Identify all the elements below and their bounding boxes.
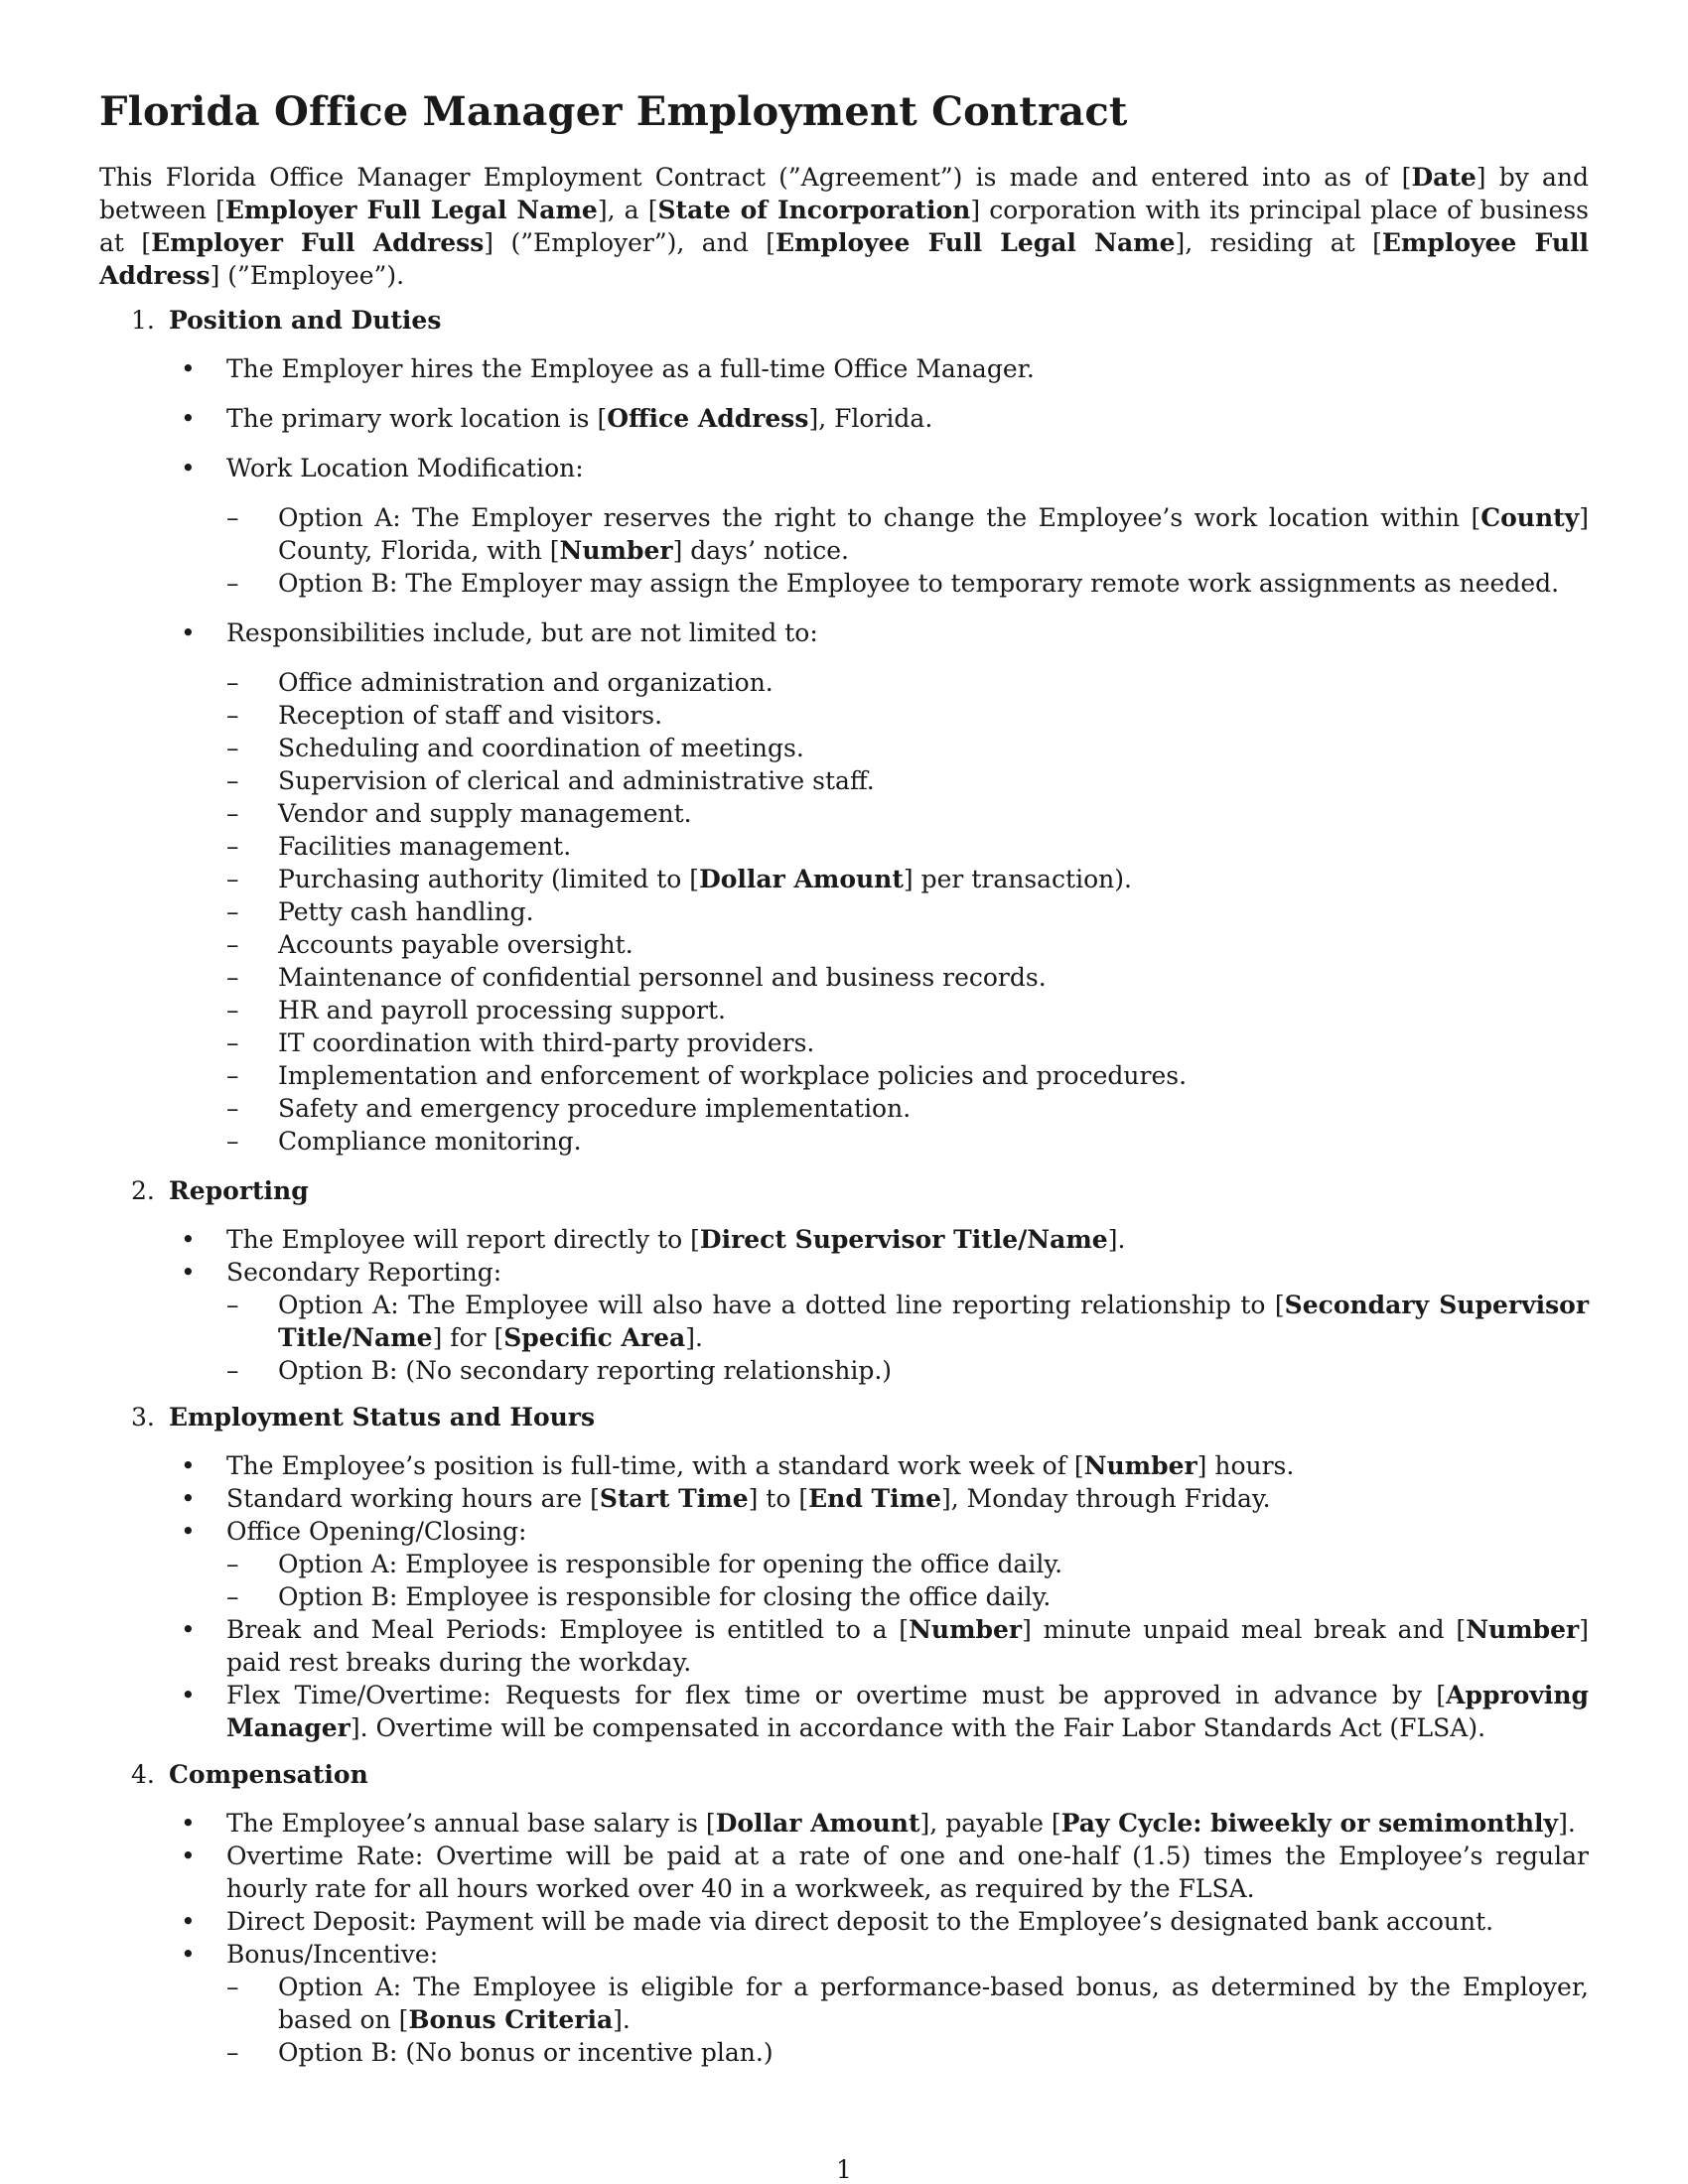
intro-paragraph bbox=[99, 161, 1589, 292]
placeholder-field: Number bbox=[559, 536, 673, 565]
sub-item bbox=[226, 764, 1589, 797]
section-4 bbox=[99, 1758, 1589, 2069]
placeholder-field: Approving Manager bbox=[226, 1681, 1589, 1742]
sub-item bbox=[226, 1026, 1589, 1059]
text-run: ] minute unpaid meal break and [ bbox=[1022, 1615, 1467, 1644]
sub-item bbox=[226, 1092, 1589, 1125]
bullet-text bbox=[226, 1451, 1294, 1480]
placeholder-field: Direct Supervisor Title/Name bbox=[699, 1225, 1108, 1254]
sub-item bbox=[226, 1580, 1589, 1613]
bullet-text bbox=[226, 1484, 1271, 1513]
sub-item-text bbox=[278, 897, 534, 926]
dash-icon: – bbox=[226, 1550, 239, 1578]
dash-icon: – bbox=[226, 1582, 239, 1611]
section-2 bbox=[99, 1174, 1589, 1387]
text-run: ] hours. bbox=[1196, 1451, 1295, 1480]
text-run: ] County, Florida, with [ bbox=[278, 503, 1589, 565]
text-run: Supervision of clerical and administrative staff. bbox=[278, 766, 875, 795]
sub-item-text bbox=[278, 930, 633, 959]
bullet-item bbox=[169, 1679, 1589, 1744]
sub-item-text bbox=[278, 569, 1559, 598]
bullet-text bbox=[226, 618, 818, 647]
bullet-item bbox=[169, 402, 1589, 435]
dash-icon: – bbox=[226, 701, 239, 730]
dash-icon: – bbox=[226, 1127, 239, 1156]
text-run: ]. bbox=[1558, 1809, 1576, 1838]
text-run: ], Florida. bbox=[808, 404, 933, 433]
bullet-icon: • bbox=[181, 1451, 196, 1480]
sub-item bbox=[226, 732, 1589, 764]
bullet-item bbox=[169, 1938, 1589, 2069]
sub-item-text bbox=[278, 701, 662, 730]
bullet-item bbox=[169, 1515, 1589, 1613]
sub-item-text bbox=[278, 963, 1047, 992]
text-run: ] by and between [ bbox=[99, 163, 1589, 224]
sub-item-text bbox=[278, 1094, 911, 1123]
sub-item bbox=[226, 699, 1589, 732]
bullet-icon: • bbox=[181, 1907, 196, 1936]
placeholder-field: Dollar Amount bbox=[699, 865, 904, 893]
text-run: Scheduling and coordination of meetings. bbox=[278, 734, 804, 762]
dash-icon: – bbox=[226, 1973, 239, 2001]
bullet-icon: • bbox=[181, 1615, 196, 1644]
bullet-item bbox=[169, 1223, 1589, 1256]
text-run: Direct Deposit: Payment will be made via direct deposit to the Employee’s designated bank account. bbox=[226, 1907, 1494, 1936]
bullet-icon: • bbox=[181, 1809, 196, 1838]
dash-icon: – bbox=[226, 1356, 239, 1385]
sub-item-text bbox=[278, 1550, 1062, 1578]
text-run: [ bbox=[1401, 163, 1412, 192]
bullet-text bbox=[226, 1907, 1493, 1936]
placeholder-field: Secondary Supervisor Title/Name bbox=[278, 1291, 1589, 1352]
text-run: Office Opening/Closing: bbox=[226, 1517, 527, 1546]
text-run: Option A: The Employer reserves the right to change the Employee’s work location within [ bbox=[278, 503, 1481, 532]
sub-item-text bbox=[278, 2038, 774, 2067]
bullet-text bbox=[226, 1225, 1125, 1254]
dash-icon: – bbox=[226, 668, 239, 697]
text-run: ]. bbox=[613, 2005, 631, 2034]
text-run: Petty cash handling. bbox=[278, 897, 534, 926]
bullet-item bbox=[169, 352, 1589, 385]
dash-icon: – bbox=[226, 734, 239, 762]
text-run: The Employee’s annual base salary is [ bbox=[226, 1809, 716, 1838]
dash-icon: – bbox=[226, 963, 239, 992]
bullet-item bbox=[169, 1256, 1589, 1387]
section-3 bbox=[99, 1401, 1589, 1744]
text-run: Work Location Modification: bbox=[226, 454, 584, 482]
sub-item bbox=[226, 797, 1589, 830]
text-run: Option A: The Employee is eligible for a performance-based bonus, as determined by the Employer, based on [ bbox=[278, 1973, 1589, 2034]
section-heading bbox=[131, 1401, 1589, 1433]
sub-item bbox=[226, 830, 1589, 863]
dash-icon: – bbox=[226, 799, 239, 828]
bullet-list bbox=[169, 1223, 1589, 1387]
bullet-item bbox=[169, 1840, 1589, 1905]
placeholder-field: State of Incorporation bbox=[657, 196, 971, 224]
text-run: ] days’ notice. bbox=[672, 536, 849, 565]
bullet-item bbox=[169, 616, 1589, 1158]
dash-icon: – bbox=[226, 1061, 239, 1090]
sub-item-text bbox=[278, 865, 1132, 893]
sub-item-text bbox=[278, 766, 875, 795]
text-run: ]. bbox=[1107, 1225, 1126, 1254]
bullet-item bbox=[169, 1807, 1589, 1840]
dash-icon: – bbox=[226, 503, 239, 532]
section-1 bbox=[99, 304, 1589, 1158]
bullet-icon: • bbox=[181, 1940, 196, 1969]
sub-list bbox=[226, 1971, 1589, 2069]
dash-icon: – bbox=[226, 930, 239, 959]
text-run: Flex Time/Overtime: Requests for flex time or overtime must be approved in advance by [ bbox=[226, 1681, 1447, 1709]
section-number: 4. bbox=[131, 1760, 155, 1789]
sub-item bbox=[226, 1354, 1589, 1387]
dash-icon: – bbox=[226, 1094, 239, 1123]
section-heading bbox=[131, 304, 1589, 337]
sub-item-text bbox=[278, 1973, 1589, 2034]
text-run: Facilities management. bbox=[278, 832, 572, 861]
text-run: This Florida Office Manager Employment Contract (”Agreement”) is made and entered into as of bbox=[99, 163, 1402, 192]
sub-item-text bbox=[278, 1061, 1187, 1090]
placeholder-field: Date bbox=[1411, 163, 1477, 192]
text-run: ], Monday through Friday. bbox=[940, 1484, 1271, 1513]
bullet-list bbox=[169, 1807, 1589, 2069]
sub-list bbox=[226, 1289, 1589, 1387]
sub-item bbox=[226, 994, 1589, 1026]
sub-item-text bbox=[278, 1582, 1051, 1611]
bullet-icon: • bbox=[181, 1681, 196, 1709]
text-run: Option B: The Employer may assign the Employee to temporary remote work assignments as needed. bbox=[278, 569, 1560, 598]
bullet-text bbox=[226, 1615, 1589, 1677]
text-run: ] (”Employee”). bbox=[210, 261, 405, 290]
sub-item-text bbox=[278, 1291, 1589, 1352]
section-heading bbox=[131, 1174, 1589, 1207]
placeholder-field: Start Time bbox=[599, 1484, 749, 1513]
text-run: Maintenance of confidential personnel and business records. bbox=[278, 963, 1047, 992]
bullet-item bbox=[169, 1449, 1589, 1482]
text-run: ] (”Employer”), and [ bbox=[484, 228, 775, 257]
text-run: Safety and emergency procedure implementation. bbox=[278, 1094, 912, 1123]
placeholder-field: Number bbox=[1083, 1451, 1197, 1480]
bullet-text bbox=[226, 1517, 526, 1546]
sub-list bbox=[226, 666, 1589, 1158]
bullet-item bbox=[169, 452, 1589, 600]
placeholder-field: Bonus Criteria bbox=[408, 2005, 614, 2034]
text-run: Standard working hours are [ bbox=[226, 1484, 600, 1513]
text-run: The primary work location is [ bbox=[226, 404, 608, 433]
dash-icon: – bbox=[226, 569, 239, 598]
text-run: ], payable [ bbox=[919, 1809, 1061, 1838]
text-run: Bonus/Incentive: bbox=[226, 1940, 439, 1969]
sub-item-text bbox=[278, 503, 1589, 565]
dash-icon: – bbox=[226, 1291, 239, 1319]
sub-item bbox=[226, 501, 1589, 567]
text-run: ], residing at [ bbox=[1175, 228, 1382, 257]
dash-icon: – bbox=[226, 2038, 239, 2067]
sub-list bbox=[226, 1548, 1589, 1613]
section-title: Position and Duties bbox=[169, 306, 442, 335]
text-run: The Employer hires the Employee as a full-time Office Manager. bbox=[226, 354, 1035, 383]
dash-icon: – bbox=[226, 996, 239, 1024]
placeholder-field: Employer Full Legal Name bbox=[224, 196, 598, 224]
text-run: The Employee will report directly to [ bbox=[226, 1225, 700, 1254]
bullet-icon: • bbox=[181, 1517, 196, 1546]
placeholder-field: Dollar Amount bbox=[715, 1809, 920, 1838]
bullet-icon: • bbox=[181, 1842, 196, 1870]
bullet-text bbox=[226, 1681, 1589, 1742]
text-run: Option A: The Employee will also have a dotted line reporting relationship to [ bbox=[278, 1291, 1285, 1319]
placeholder-field: Number bbox=[1466, 1615, 1580, 1644]
bullet-text bbox=[226, 1940, 438, 1969]
placeholder-field: Employer Full Address bbox=[151, 228, 485, 257]
section-list bbox=[99, 304, 1589, 2069]
text-run: HR and payroll processing support. bbox=[278, 996, 726, 1024]
bullet-icon: • bbox=[181, 454, 196, 482]
placeholder-field: Pay Cycle: biweekly or semimonthly bbox=[1060, 1809, 1559, 1838]
bullet-icon: • bbox=[181, 354, 196, 383]
bullet-text bbox=[226, 1842, 1589, 1903]
sub-item-text bbox=[278, 1356, 892, 1385]
sub-item bbox=[226, 1289, 1589, 1354]
text-run: Overtime Rate: Overtime will be paid at a rate of one and one-half (1.5) times the Employee’s regular hourly rate for all hours worked over 40 in a workweek, as required by the FLSA. bbox=[226, 1842, 1589, 1903]
section-title: Reporting bbox=[169, 1176, 309, 1205]
placeholder-field: Office Address bbox=[607, 404, 809, 433]
bullet-item bbox=[169, 1905, 1589, 1938]
sub-item bbox=[226, 895, 1589, 928]
sub-item bbox=[226, 928, 1589, 961]
text-run: Option B: Employee is responsible for closing the office daily. bbox=[278, 1582, 1052, 1611]
text-run: ] paid rest breaks during the workday. bbox=[226, 1615, 1589, 1677]
dash-icon: – bbox=[226, 865, 239, 893]
text-run: Purchasing authority (limited to [ bbox=[278, 865, 700, 893]
sub-item bbox=[226, 1059, 1589, 1092]
document-body bbox=[99, 87, 1589, 2083]
bullet-text bbox=[226, 354, 1035, 383]
placeholder-field: End Time bbox=[808, 1484, 941, 1513]
bullet-text bbox=[226, 454, 584, 482]
placeholder-field: Employee Full Legal Name bbox=[774, 228, 1176, 257]
bullet-item bbox=[169, 1613, 1589, 1679]
sub-item bbox=[226, 863, 1589, 895]
placeholder-field: Employee Full Address bbox=[99, 228, 1589, 290]
bullet-text bbox=[226, 1258, 501, 1287]
text-run: The Employee’s position is full-time, with a standard work week of [ bbox=[226, 1451, 1084, 1480]
text-run: Option B: (No bonus or incentive plan.) bbox=[278, 2038, 774, 2067]
sub-item-text bbox=[278, 799, 692, 828]
placeholder-field: County bbox=[1480, 503, 1580, 532]
bullet-icon: • bbox=[181, 618, 196, 647]
text-run: ] corporation with its principal place of business at [ bbox=[99, 196, 1589, 257]
text-run: ]. bbox=[685, 1323, 703, 1352]
text-run: ] per transaction). bbox=[903, 865, 1132, 893]
bullet-icon: • bbox=[181, 1484, 196, 1513]
sub-item-text bbox=[278, 1028, 814, 1057]
text-run: Implementation and enforcement of workplace policies and procedures. bbox=[278, 1061, 1188, 1090]
sub-item bbox=[226, 2036, 1589, 2069]
sub-item bbox=[226, 1125, 1589, 1158]
section-number: 1. bbox=[131, 306, 155, 335]
bullet-list bbox=[169, 352, 1589, 1158]
text-run: ], a [ bbox=[597, 196, 658, 224]
placeholder-field: Specific Area bbox=[503, 1323, 686, 1352]
section-title: Employment Status and Hours bbox=[169, 1403, 596, 1432]
text-run: Option B: (No secondary reporting relationship.) bbox=[278, 1356, 893, 1385]
dash-icon: – bbox=[226, 832, 239, 861]
placeholder-field: Number bbox=[909, 1615, 1023, 1644]
text-run: Vendor and supply management. bbox=[278, 799, 692, 828]
section-number: 2. bbox=[131, 1176, 155, 1205]
bullet-icon: • bbox=[181, 1225, 196, 1254]
sub-item-text bbox=[278, 668, 774, 697]
text-run: Break and Meal Periods: Employee is entitled to a [ bbox=[226, 1615, 910, 1644]
text-run: ]. Overtime will be compensated in accordance with the Fair Labor Standards Act (FLSA). bbox=[350, 1713, 1486, 1742]
text-run: Option A: Employee is responsible for opening the office daily. bbox=[278, 1550, 1063, 1578]
page-number: 1 bbox=[836, 2155, 852, 2184]
sub-item bbox=[226, 1971, 1589, 2036]
bullet-item bbox=[169, 1482, 1589, 1515]
text-run: Responsibilities include, but are not limited to: bbox=[226, 618, 818, 647]
text-run: Compliance monitoring. bbox=[278, 1127, 582, 1156]
dash-icon: – bbox=[226, 1028, 239, 1057]
bullet-icon: • bbox=[181, 404, 196, 433]
dash-icon: – bbox=[226, 897, 239, 926]
dash-icon: – bbox=[226, 766, 239, 795]
sub-item bbox=[226, 567, 1589, 600]
sub-item-text bbox=[278, 1127, 582, 1156]
bullet-list bbox=[169, 1449, 1589, 1744]
text-run: IT coordination with third-party providers. bbox=[278, 1028, 815, 1057]
document-title: Florida Office Manager Employment Contract bbox=[99, 88, 1128, 135]
text-run: Accounts payable oversight. bbox=[278, 930, 633, 959]
text-run: Office administration and organization. bbox=[278, 668, 774, 697]
section-heading bbox=[131, 1758, 1589, 1791]
section-number: 3. bbox=[131, 1403, 155, 1432]
section-title: Compensation bbox=[169, 1760, 368, 1789]
bullet-icon: • bbox=[181, 1258, 196, 1287]
sub-list bbox=[226, 501, 1589, 600]
sub-item-text bbox=[278, 832, 571, 861]
sub-item bbox=[226, 1548, 1589, 1580]
sub-item bbox=[226, 666, 1589, 699]
bullet-text bbox=[226, 404, 932, 433]
text-run: ] for [ bbox=[432, 1323, 504, 1352]
text-run: ] to [ bbox=[748, 1484, 809, 1513]
text-run: Reception of staff and visitors. bbox=[278, 701, 663, 730]
sub-item-text bbox=[278, 734, 804, 762]
sub-item-text bbox=[278, 996, 726, 1024]
text-run: Secondary Reporting: bbox=[226, 1258, 502, 1287]
bullet-text bbox=[226, 1809, 1576, 1838]
sub-item bbox=[226, 961, 1589, 994]
